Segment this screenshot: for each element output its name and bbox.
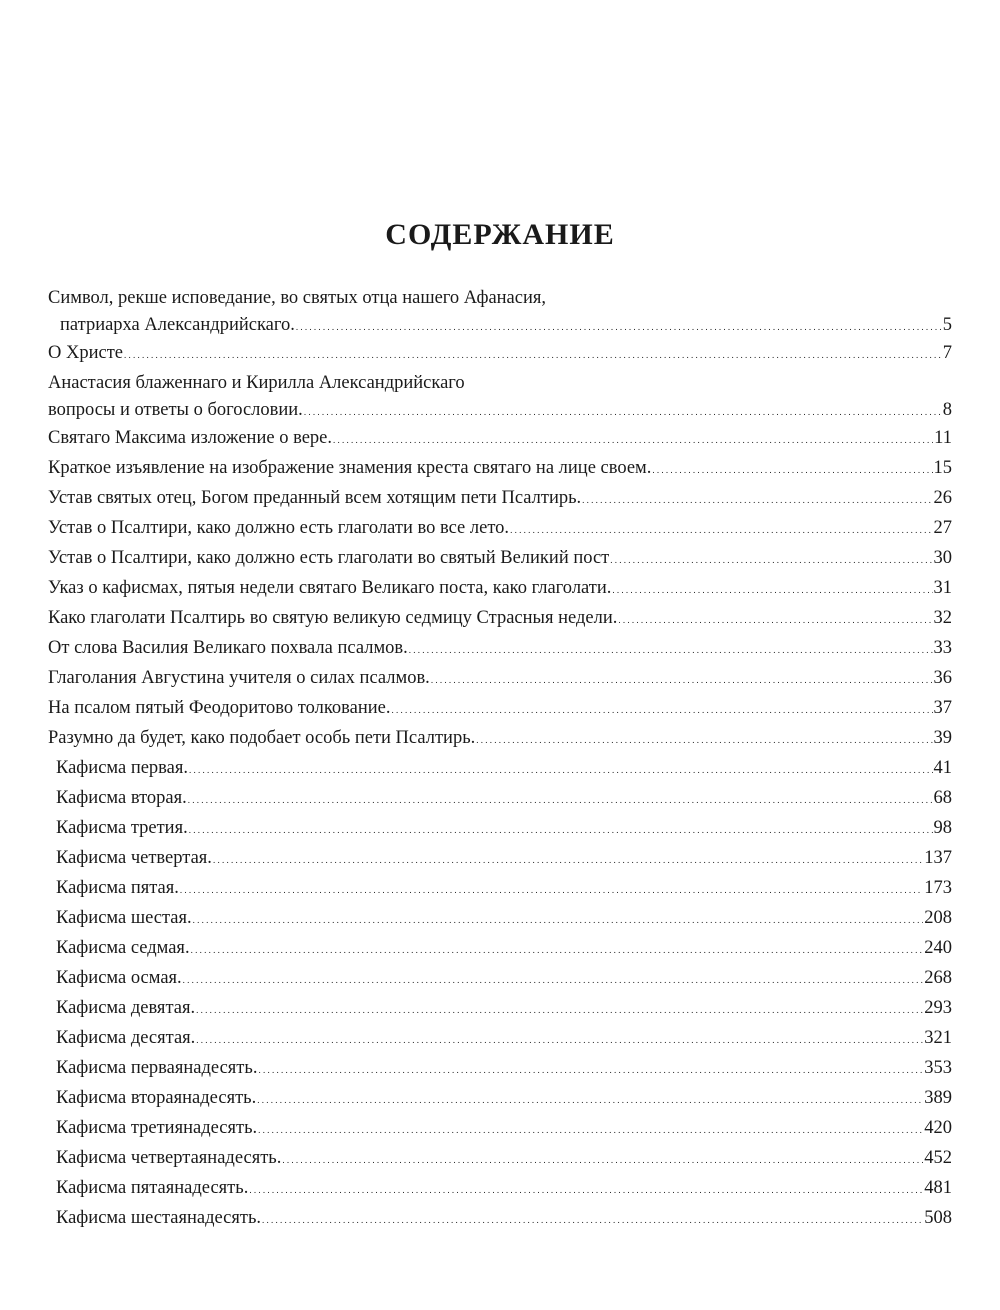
toc-entry-line — [48, 1115, 952, 1144]
toc-entry-line — [48, 1085, 952, 1114]
toc-entry-title-line: Символ, рекше исповедание, во святых отца нашего Афанасия, — [48, 288, 547, 308]
toc-entry-page-number: 321 — [924, 1028, 952, 1048]
toc-entry-title: Кафисма четвертаянадесять. — [56, 1148, 282, 1168]
toc-entry-page-number: 137 — [924, 848, 952, 868]
dot-leader — [282, 1145, 923, 1174]
toc-entry-page-number: 68 — [933, 788, 952, 808]
toc-entry-page-number: 27 — [933, 518, 952, 538]
toc-entry-title: Кафисма девятая. — [56, 998, 196, 1018]
toc-entry-page-number: 452 — [924, 1148, 952, 1168]
toc-entry[interactable] — [48, 575, 952, 605]
toc-entry-line — [48, 312, 952, 341]
dot-leader — [258, 1115, 923, 1144]
table-of-contents — [48, 285, 952, 1235]
toc-entry-title: патриарха Александрийскаго. — [60, 315, 295, 335]
toc-entry[interactable] — [48, 785, 952, 815]
toc-entry[interactable] — [48, 605, 952, 635]
toc-entry[interactable] — [48, 285, 952, 340]
toc-entry-page-number: 293 — [924, 998, 952, 1018]
toc-entry-title: Кафисма осмая. — [56, 968, 182, 988]
toc-entry-page-number: 7 — [942, 343, 952, 363]
toc-entry-title: Кафисма десятая. — [56, 1028, 196, 1048]
toc-entry-page-number: 8 — [942, 400, 952, 420]
toc-entry-title: Устав о Псалтири, како должно есть глаголати во все лето. — [48, 518, 510, 538]
toc-entry-page-number: 389 — [924, 1088, 952, 1108]
dot-leader — [610, 545, 932, 574]
dot-leader — [582, 485, 932, 514]
toc-entry-line — [48, 425, 952, 454]
toc-entry[interactable] — [48, 635, 952, 665]
toc-entry-page-number: 36 — [933, 668, 952, 688]
dot-leader — [262, 1205, 923, 1234]
dot-leader — [213, 845, 923, 874]
toc-entry-line — [48, 1175, 952, 1204]
toc-entry-title: Кафисма третия. — [56, 818, 188, 838]
toc-entry-title: Кафисма шестая. — [56, 908, 192, 928]
dot-leader — [191, 935, 924, 964]
toc-entry[interactable] — [48, 935, 952, 965]
toc-entry-line — [48, 815, 952, 844]
toc-entry[interactable] — [48, 370, 952, 425]
dot-leader — [510, 515, 932, 544]
toc-entry-page-number: 32 — [933, 608, 952, 628]
toc-entry[interactable] — [48, 1205, 952, 1235]
toc-entry-line — [48, 725, 952, 754]
toc-entry-title: вопросы и ответы о богословии. — [48, 400, 303, 420]
toc-entry-line — [48, 785, 952, 814]
toc-entry[interactable] — [48, 905, 952, 935]
toc-entry[interactable] — [48, 340, 952, 370]
toc-entry[interactable] — [48, 995, 952, 1025]
toc-entry[interactable] — [48, 755, 952, 785]
dot-leader — [296, 312, 942, 341]
toc-entry-page-number: 420 — [924, 1118, 952, 1138]
toc-entry-line — [48, 935, 952, 964]
toc-entry[interactable] — [48, 1145, 952, 1175]
toc-entry-page-number: 173 — [924, 878, 952, 898]
toc-entry-title: От слова Василия Великаго похвала псалмов. — [48, 638, 408, 658]
dot-leader — [612, 575, 932, 604]
toc-entry[interactable] — [48, 695, 952, 725]
dot-leader — [193, 905, 924, 934]
toc-entry-line — [48, 635, 952, 664]
toc-entry-title: Краткое изъявление на изображение знамения креста святаго на лице своем. — [48, 458, 652, 478]
toc-entry[interactable] — [48, 1055, 952, 1085]
toc-entry-line — [48, 1145, 952, 1174]
dot-leader — [196, 1025, 923, 1054]
toc-entry-page-number: 30 — [933, 548, 952, 568]
toc-entry[interactable] — [48, 845, 952, 875]
dot-leader — [333, 425, 933, 454]
toc-entry-line — [48, 1055, 952, 1084]
dot-leader — [180, 875, 923, 904]
toc-entry-title: Кафисма первая. — [56, 758, 189, 778]
toc-entry-title: Кафисма четвертая. — [56, 848, 212, 868]
toc-entry-line — [48, 575, 952, 604]
toc-entry-line — [48, 515, 952, 544]
toc-entry[interactable] — [48, 1115, 952, 1145]
dot-leader — [189, 815, 933, 844]
toc-entry-title: Кафисма седмая. — [56, 938, 190, 958]
dot-leader — [249, 1175, 923, 1204]
toc-entry-title: Кафисма шестаянадесять. — [56, 1208, 262, 1228]
toc-entry-page-number: 41 — [933, 758, 952, 778]
toc-entry-title: Разумно да будет, како подобает особь пети Псалтирь. — [48, 728, 476, 748]
toc-entry-line — [48, 1205, 952, 1234]
toc-entry-title: Како глаголати Псалтирь во святую великую седмицу Страсныя недели. — [48, 608, 618, 628]
toc-entry-line — [48, 1025, 952, 1054]
toc-entry-page-number: 5 — [942, 315, 952, 335]
toc-entry-title: Устав о Псалтири, како должно есть глаголати во святый Великий пост — [48, 548, 610, 568]
dot-leader — [183, 965, 924, 994]
toc-entry-page-number: 33 — [933, 638, 952, 658]
toc-entry-title: Кафисма третиянадесять. — [56, 1118, 258, 1138]
toc-entry-line — [48, 605, 952, 634]
dot-leader — [258, 1055, 923, 1084]
toc-entry[interactable] — [48, 425, 952, 455]
toc-entry-line — [48, 340, 952, 369]
toc-entry-line — [48, 995, 952, 1024]
toc-entry-line — [48, 665, 952, 694]
toc-entry-page-number: 37 — [933, 698, 952, 718]
dot-leader — [304, 397, 942, 426]
dot-leader — [189, 755, 932, 784]
toc-entry[interactable] — [48, 725, 952, 755]
toc-entry-line — [48, 755, 952, 784]
toc-entry-title: Кафисма пятаянадесять. — [56, 1178, 249, 1198]
toc-entry[interactable] — [48, 1175, 952, 1205]
toc-entry-line — [48, 875, 952, 904]
toc-entry-page-number: 15 — [933, 458, 952, 478]
dot-leader — [391, 695, 932, 724]
toc-entry[interactable] — [48, 1025, 952, 1055]
toc-entry-title: Кафисма вторая. — [56, 788, 187, 808]
dot-leader — [476, 725, 932, 754]
toc-entry-line — [48, 845, 952, 874]
dot-leader — [652, 455, 932, 484]
toc-entry-page-number: 353 — [924, 1058, 952, 1078]
toc-entry[interactable] — [48, 485, 952, 515]
toc-entry-line — [48, 905, 952, 934]
toc-entry-title: Святаго Максима изложение о вере. — [48, 428, 332, 448]
toc-entry-title: На псалом пятый Феодоритово толкование. — [48, 698, 391, 718]
toc-entry[interactable] — [48, 1085, 952, 1115]
dot-leader — [196, 995, 923, 1024]
toc-entry-title: Кафисма пятая. — [56, 878, 179, 898]
toc-entry-page-number: 240 — [924, 938, 952, 958]
toc-entry[interactable] — [48, 455, 952, 485]
toc-entry[interactable] — [48, 545, 952, 575]
toc-entry-page-number: 26 — [933, 488, 952, 508]
dot-leader — [188, 785, 933, 814]
toc-entry-page-number: 31 — [933, 578, 952, 598]
toc-entry[interactable] — [48, 665, 952, 695]
toc-entry-title: Кафисма втораянадесять. — [56, 1088, 257, 1108]
toc-entry-line — [48, 397, 952, 426]
toc-entry-line — [48, 965, 952, 994]
toc-entry-page-number: 508 — [924, 1208, 952, 1228]
toc-entry[interactable] — [48, 965, 952, 995]
toc-entry-page-number: 39 — [933, 728, 952, 748]
dot-leader — [124, 340, 942, 369]
toc-entry-title: Устав святых отец, Богом преданный всем хотящим пети Псалтирь. — [48, 488, 582, 508]
dot-leader — [409, 635, 933, 664]
toc-entry[interactable] — [48, 815, 952, 845]
toc-entry-page-number: 481 — [924, 1178, 952, 1198]
dot-leader — [431, 665, 933, 694]
toc-entry-title-line: Анастасия блаженнаго и Кирилла Александрийскаго — [48, 373, 465, 393]
toc-entry[interactable] — [48, 875, 952, 905]
toc-entry-title: Глаголания Августина учителя о силах псалмов. — [48, 668, 430, 688]
dot-leader — [257, 1085, 923, 1114]
toc-entry-page-number: 268 — [924, 968, 952, 988]
toc-entry-page-number: 208 — [924, 908, 952, 928]
toc-entry-page-number: 11 — [934, 428, 952, 448]
toc-entry-title: О Христе — [48, 343, 124, 363]
toc-entry-line — [48, 695, 952, 724]
toc-entry[interactable] — [48, 515, 952, 545]
page-title: СОДЕРЖАНИЕ — [385, 218, 615, 251]
dot-leader — [618, 605, 932, 634]
toc-entry-line — [48, 485, 952, 514]
toc-entry-line — [48, 545, 952, 574]
toc-entry-line — [48, 455, 952, 484]
toc-entry-title: Указ о кафисмах, пятыя недели святаго Великаго поста, како глаголати. — [48, 578, 612, 598]
toc-entry-title: Кафисма перваянадесять. — [56, 1058, 258, 1078]
toc-entry-page-number: 98 — [933, 818, 952, 838]
